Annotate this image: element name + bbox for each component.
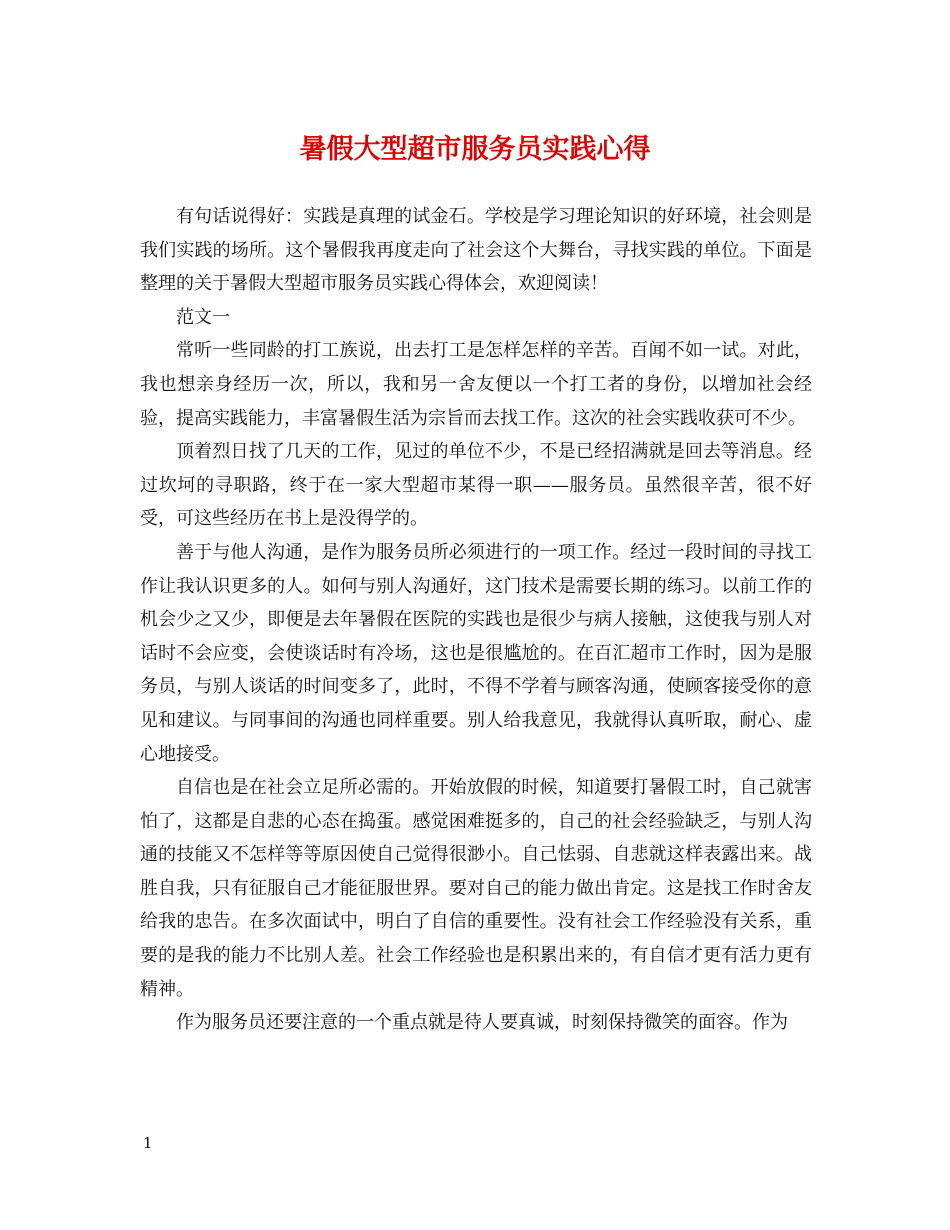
paragraph-intro: 有句话说得好：实践是真理的试金石。学校是学习理论知识的好环境，社会则是我们实践的场所。这个暑假我再度走向了社会这个大舞台，寻找实践的单位。下面是整理的关于暑假大型超市服务员实践心得体会，欢迎阅读！ [140, 206, 812, 295]
document-title: 暑假大型超市服务员实践心得 [299, 134, 651, 165]
paragraph: 常听一些同龄的打工族说，出去打工是怎样怎样的辛苦。百闻不如一试。对此，我也想亲身经历一次，所以，我和另一舍友便以一个打工者的身份，以增加社会经验，提高实践能力，丰富暑假生活为宗旨而去找工作。这次的社会实践收获可不少。 [140, 340, 812, 429]
document-body [140, 200, 812, 1040]
paragraph: 顶着烈日找了几天的工作，见过的单位不少，不是已经招满就是回去等消息。经过坎坷的寻职路，终于在一家大型超市某得一职——服务员。虽然很辛苦，很不好受，可这些经历在书上是没得学的。 [140, 441, 812, 530]
paragraph-section-heading: 范文一 [176, 306, 230, 328]
paragraph: 作为服务员还要注意的一个重点就是待人要真诚，时刻保持微笑的面容。作为 [176, 1012, 788, 1034]
paragraph: 自信也是在社会立足所必需的。开始放假的时候，知道要打暑假工时，自己就害怕了，这都是自悲的心态在捣蛋。感觉困难挺多的，自己的社会经验缺乏，与别人沟通的技能又不怎样等等原因使自己觉得很渺小。自己怯弱、自悲就这样表露出来。战胜自我，只有征服自己才能征服世界。要对自己的能力做出肯定。这是找工作时舍友给我的忠告。在多次面试中，明白了自信的重要性。没有社会工作经验没有关系，重要的是我的能力不比别人差。社会工作经验也是积累出来的，有自信才更有活力更有精神。 [140, 777, 812, 1000]
paragraph: 善于与他人沟通，是作为服务员所必须进行的一项工作。经过一段时间的寻找工作让我认识更多的人。如何与别人沟通好，这门技术是需要长期的练习。以前工作的机会少之又少，即便是去年暑假在医院的实践也是很少与病人接触，这使我与别人对话时不会应变，会使谈话时有冷场，这也是很尴尬的。在百汇超市工作时，因为是服务员，与别人谈话的时间变多了，此时，不得不学着与顾客沟通，使顾客接受你的意见和建议。与同事间的沟通也同样重要。别人给我意见，我就得认真听取，耐心、虚心地接受。 [140, 541, 812, 765]
page-number: 1 [143, 1134, 153, 1152]
